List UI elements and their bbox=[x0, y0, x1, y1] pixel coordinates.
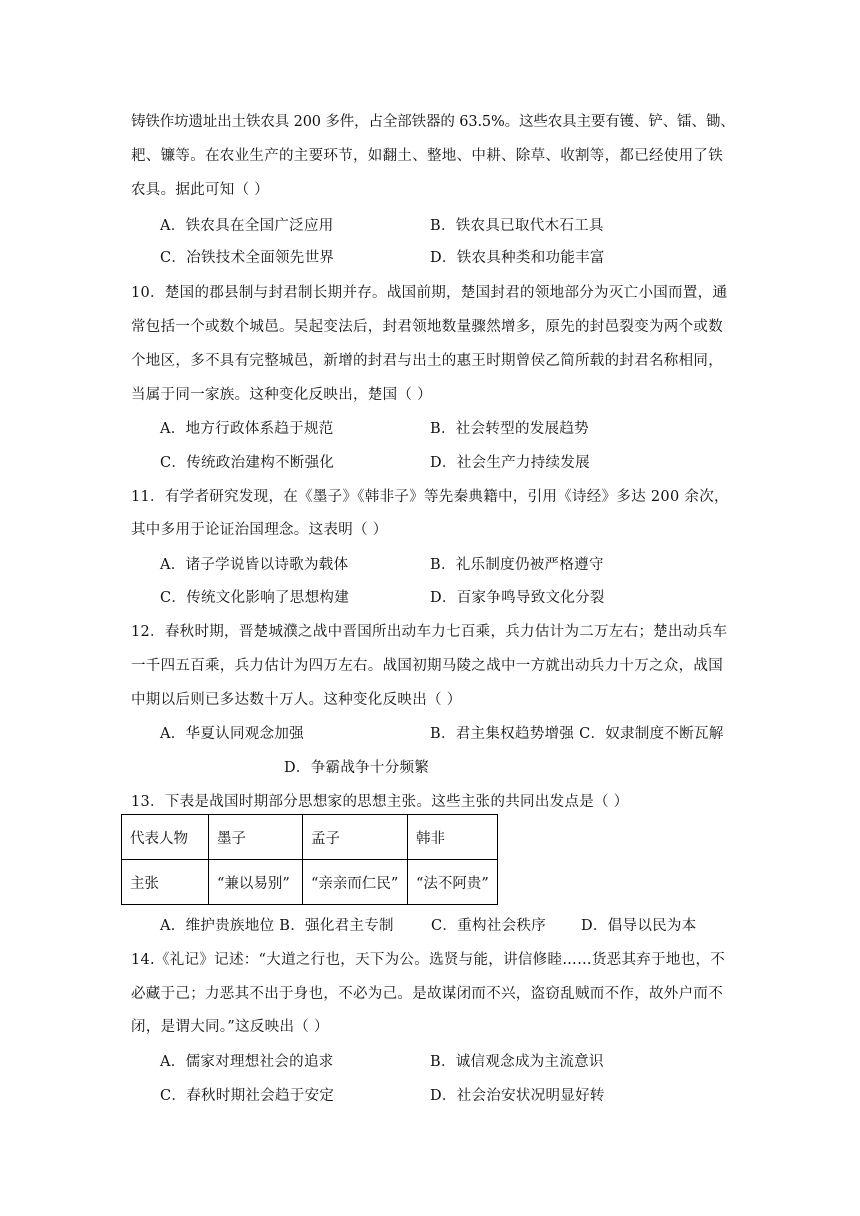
q11-option-d: D．百家争鸣导致文化分裂 bbox=[430, 590, 605, 606]
q13-option-ab: A．维护贵族地位 B．强化君主专制 bbox=[160, 918, 394, 934]
table-cell: 主张 bbox=[122, 860, 209, 905]
q9-line-2: 耙、镰等。在农业生产的主要环节，如翻土、整地、中耕、除草、收割等，都已经使用了铁 bbox=[131, 148, 723, 164]
table-cell: 孟子 bbox=[303, 815, 408, 860]
q10-line-1: 10．楚国的郡县制与封君制长期并存。战国前期，楚国封君的领地部分为灭亡小国而置，通 bbox=[131, 285, 728, 301]
q13-option-c: C．重构社会秩序 bbox=[431, 918, 546, 934]
q9-option-d: D．铁农具种类和功能丰富 bbox=[430, 250, 605, 266]
q14-line-2: 必藏于己；力恶其不出于身也，不必为己。是故谋闭而不兴，盗窃乱贼而不作，故外户而不 bbox=[131, 986, 723, 1002]
q11-option-b: B．礼乐制度仍被严格遵守 bbox=[430, 557, 604, 573]
table-cell: “法不阿贵” bbox=[408, 860, 498, 905]
q12-line-2: 一千四五百乘，兵力估计为四万左右。战国初期马陵之战中一方就出动兵力十万之众，战国 bbox=[131, 658, 723, 674]
q10-option-d: D．社会生产力持续发展 bbox=[430, 455, 590, 471]
q12-option-d: D．争霸战争十分频繁 bbox=[284, 760, 430, 776]
thinkers-table bbox=[121, 814, 498, 905]
q14-option-d: D．社会治安状况明显好转 bbox=[430, 1088, 605, 1104]
q14-option-b: B．诚信观念成为主流意识 bbox=[430, 1054, 604, 1070]
q10-option-c: C．传统政治建构不断强化 bbox=[160, 455, 335, 471]
q10-option-b: B．社会转型的发展趋势 bbox=[430, 421, 589, 437]
q9-line-1: 铸铁作坊遗址出土铁农具 200 多件，占全部铁器的 63.5%。这些农具主要有镬、铲、镭、锄、 bbox=[131, 114, 735, 130]
q9-option-a: A．铁农具在全国广泛应用 bbox=[160, 218, 334, 234]
q12-option-a: A．华夏认同观念加强 bbox=[160, 726, 304, 742]
q11-line-2: 其中多用于论证治国理念。这表明（ ） bbox=[131, 522, 388, 538]
q10-line-3: 个地区，多不具有完整城邑，新增的封君与出土的惠王时期曾侯乙简所载的封君名称相同， bbox=[131, 353, 723, 369]
q13-line-1: 13．下表是战国时期部分思想家的思想主张。这些主张的共同出发点是（ ） bbox=[131, 794, 629, 810]
q12-line-3: 中期以后则已多达数十万人。这种变化反映出（ ） bbox=[131, 692, 462, 708]
table-cell: “亲亲而仁民” bbox=[303, 860, 408, 905]
table-cell: 墨子 bbox=[209, 815, 303, 860]
table-row bbox=[122, 860, 498, 905]
q14-line-3: 闭，是谓大同。”这反映出（ ） bbox=[131, 1019, 329, 1035]
q12-option-bc: B．君主集权趋势增强 C．奴隶制度不断瓦解 bbox=[430, 726, 724, 742]
q10-option-a: A．地方行政体系趋于规范 bbox=[160, 421, 334, 437]
q9-option-c: C．冶铁技术全面领先世界 bbox=[160, 250, 335, 266]
table-cell: 韩非 bbox=[408, 815, 498, 860]
q10-line-4: 当属于同一家族。这种变化反映出，楚国（ ） bbox=[131, 387, 432, 403]
q9-option-b: B．铁农具已取代木石工具 bbox=[430, 218, 604, 234]
q10-line-2: 常包括一个或数个城邑。吴起变法后，封君领地数量骤然增多，原先的封邑裂变为两个或数 bbox=[131, 319, 723, 335]
q14-line-1: 14.《礼记》记述：“大道之行也，天下为公。选贤与能，讲信修睦……货恶其弃于地也，不 bbox=[131, 952, 726, 968]
q13-option-d: D．倡导以民为本 bbox=[581, 918, 697, 934]
table-cell: 代表人物 bbox=[122, 815, 209, 860]
table-header-row bbox=[122, 815, 498, 860]
q11-option-a: A．诸子学说皆以诗歌为载体 bbox=[160, 557, 349, 573]
table-cell: “兼以易别” bbox=[209, 860, 303, 905]
q14-option-c: C．春秋时期社会趋于安定 bbox=[160, 1088, 335, 1104]
q12-line-1: 12．春秋时期，晋楚城濮之战中晋国所出动车力七百乘，兵力估计为二万左右；楚出动兵车 bbox=[131, 624, 728, 640]
q11-line-1: 11．有学者研究发现，在《墨子》《韩非子》等先秦典籍中，引用《诗经》多达 200 余次， bbox=[131, 489, 729, 505]
q14-option-a: A．儒家对理想社会的追求 bbox=[160, 1054, 334, 1070]
q11-option-c: C．传统文化影响了思想构建 bbox=[160, 590, 349, 606]
q9-line-3: 农具。据此可知（ ） bbox=[131, 182, 270, 198]
